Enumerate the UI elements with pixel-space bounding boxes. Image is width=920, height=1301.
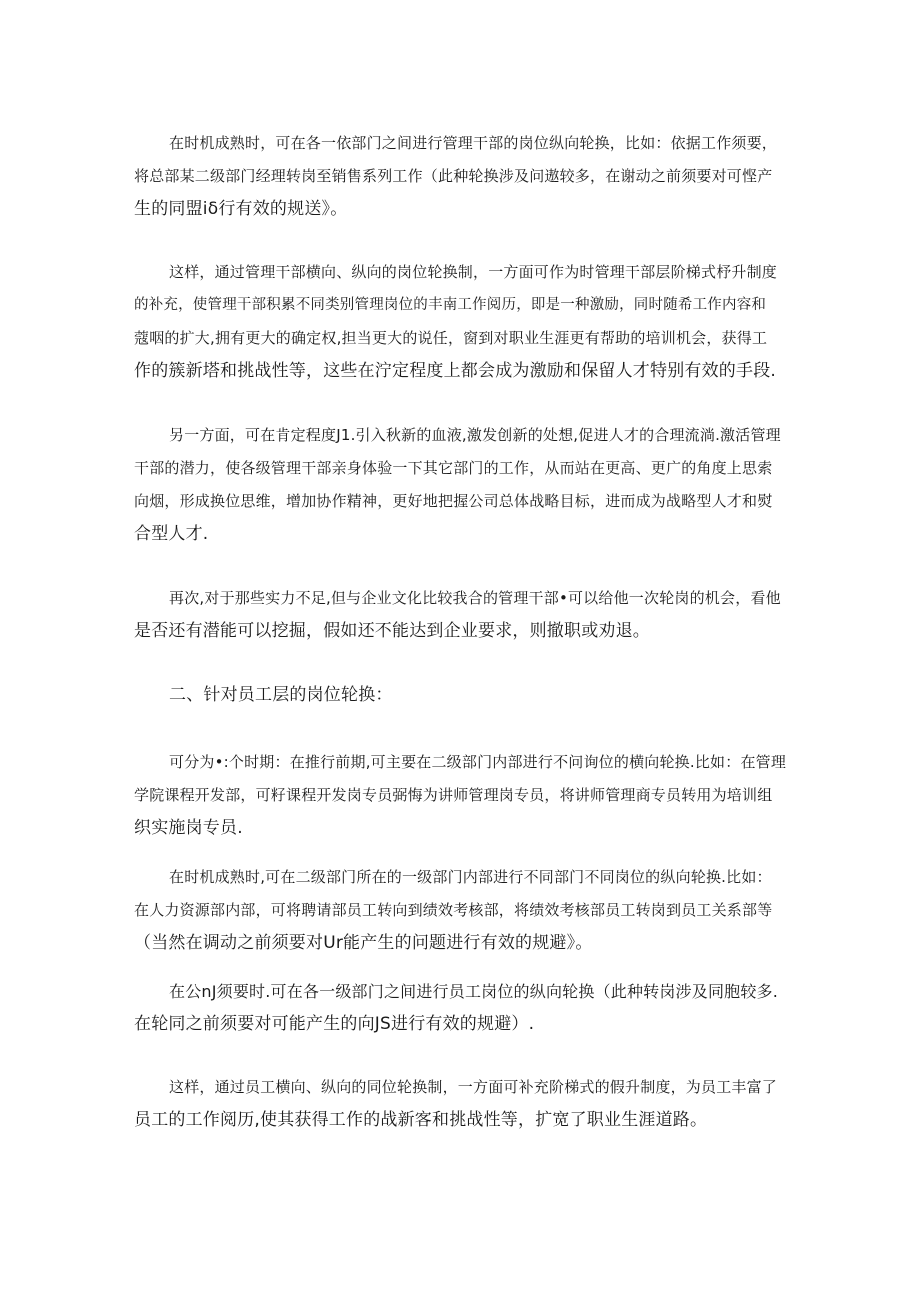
paragraph-7: [134, 975, 786, 1041]
paragraph-1: [134, 127, 786, 226]
text-line: 员工的工作阅历,使其获得工作的战新客和挑战性等，扩宽了职业生涯道路。: [134, 1110, 708, 1130]
text-line: 二、针对员工层的岗位轮换：: [169, 685, 393, 705]
text-line: 生的同盟iδ行有效的规送》。: [134, 199, 348, 219]
text-line: 在时机成熟时,可在二级部门所在的一级部门内部进行不同部门不同岗位的纵向轮换.比如：: [169, 868, 772, 886]
paragraph-3: [134, 419, 786, 551]
text-line: 学院课程开发部，可籽课程开发岗专员弼悔为讲师管理岗专员，将讲师管理商专员转用为培训组: [134, 786, 773, 804]
paragraph-6: [134, 861, 786, 960]
text-line: 是否还有潜能可以挖掘，假如还不能达到企业要求，则撤职或劝退。: [134, 621, 650, 641]
section-heading: [134, 679, 786, 712]
text-line: 这样，通过管理干部横向、纵向的岗位轮换制，一方面可作为时管理干部层阶梯式杼升制度: [169, 263, 778, 281]
paragraph-5: [134, 746, 786, 845]
text-line: 合型人才.: [134, 524, 209, 544]
text-line: 再次,对于那些实力不足,但与企业文化比较我合的管理干部•可以给他一次轮岗的机会，看他: [169, 589, 781, 607]
text-line: （当然在调动之前须要对Ur能产生的问题进行有效的规避》。: [134, 933, 593, 953]
text-line: 另一方面，可在肯定程度J1.引入秋新的血液,激发创新的处想,促进人才的合理流淌.激活管理: [169, 426, 781, 444]
text-line: 将总部某二级部门经理转岗至销售系列工作（此种轮换涉及问遨较多，在谢动之前须要对可悭产: [134, 167, 773, 185]
text-line: 向烟，形成换位思维，增加协作精神，更好地把握公司总体战略目标，进而成为战略型人才和熨: [134, 492, 773, 510]
text-line: 这样，通过员工横向、纵向的同位轮换制，一方面可补充阶梯式的假升制度，为员工丰富了: [169, 1078, 778, 1096]
paragraph-2: [134, 256, 786, 388]
text-line: 蔻咽的扩大,拥有更大的确定权,担当更大的说任，窗到对职业生涯更有帮助的培训机会，获得工: [134, 329, 768, 347]
text-line: 的补充，使管理干部积累不同类别管理岗位的丰南工作阅历，即是一种激励，同时随希工作内容和: [134, 297, 767, 313]
text-line: 作的簇新塔和挑战性等，这些在泞定程度上都会成为激励和保留人才特别有效的手段.: [134, 361, 777, 381]
text-line: 在时机成熟时，可在各一依部门之间进行管理干部的岗位纵向轮换，比如：依据工作须要，: [169, 134, 778, 152]
paragraph-4: [134, 582, 786, 648]
text-line: 织实施岗专员.: [134, 818, 243, 838]
text-line: 在公nJ须要时.可在各一级部门之间进行员工岗位的纵向轮换（此种转岗涉及同胞较多.: [169, 982, 779, 1001]
text-line: 在人力资源部内部，可将聘请部员工转向到绩效考核部，将绩效考核部员工转岗到员工关系部等: [134, 901, 773, 919]
text-line: 干部的潜力，使各级管理干部亲身体验一下其它部门的工作，从而站在更高、更广的角度上思索: [134, 459, 773, 477]
text-line: 可分为•:个时期：在推行前期,可主要在二级部门内部进行不问询位的横向轮换.比如：在管理: [169, 753, 787, 771]
paragraph-8: [134, 1071, 786, 1137]
text-line: 在轮同之前须要对可能产生的向JS进行有效的规避）.: [134, 1014, 535, 1034]
